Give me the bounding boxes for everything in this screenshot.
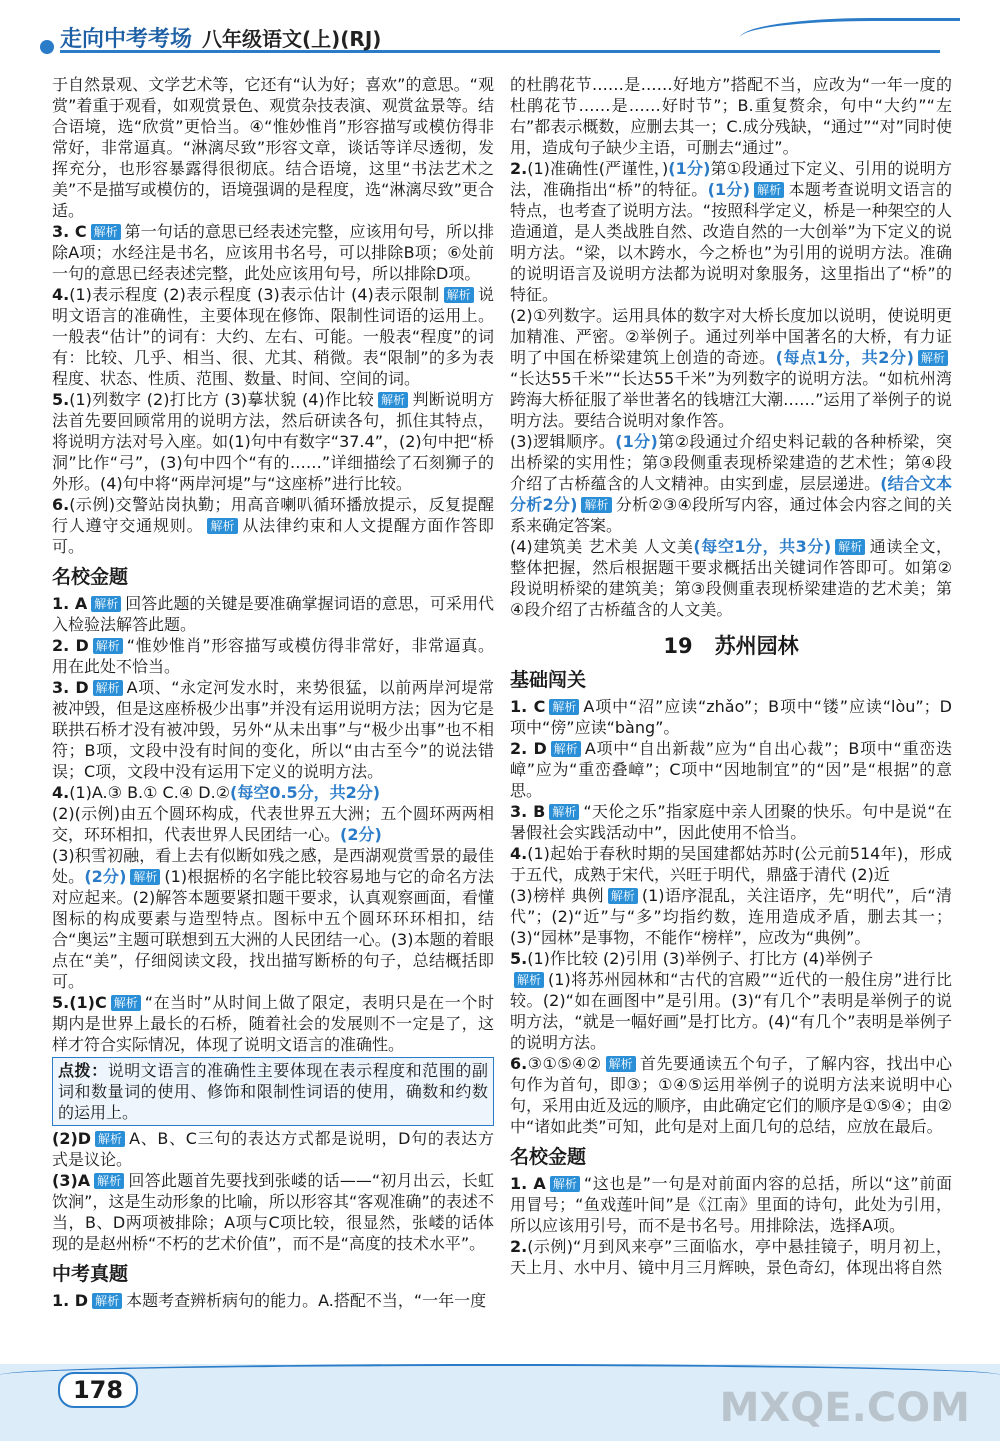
score-note: (1分) (707, 180, 751, 199)
analysis-tag: 解析 (514, 972, 544, 988)
analysis-tag: 解析 (608, 888, 638, 904)
answer-text: 回答此题首先要找到张嵝的话——“初月出云，长虹饮涧”，这是生动形象的比喻，所以形容其“客观准确”的表述不当，B、D两项被排除；A项与C项比较，很显然，张嵝的话体现的是赵州桥“不朽的艺术价值”，而不是“高度的技术水平”。 (52, 1171, 494, 1253)
answer-z1 (52, 1290, 494, 1311)
section-heading: 名校金题 (510, 1146, 587, 1168)
answer-n1 (510, 1173, 952, 1236)
answer-r2-3 (510, 431, 952, 536)
analysis-tag: 解析 (754, 182, 784, 198)
answer-text: 通读全文，整体把握，然后根据题干要求概括出关键词作答即可。如第②段说明桥梁的建筑美；第③段侧重表现桥梁建造的艺术美；第④段介绍了古桥蕴含的人文美。 (510, 537, 952, 619)
page-number: 178 (58, 1372, 138, 1408)
analysis-tag: 解析 (93, 680, 123, 696)
answer-text: “这也是”一句是对前面内容的总括，所以“这”前面用冒号；“鱼戏莲叶间”是《江南》里面的诗句，此处为引用，所以应该用引号，而不是书名号。用排除法，选择A项。 (510, 1174, 952, 1235)
answer-r2 (510, 158, 952, 305)
answer-text: (示例)“月到风来亭”三面临水，亭中悬挂镜子，明月初上，天上月、水中月、镜中月三月辉映，景色奇幻，体现出将自然 (510, 1237, 952, 1277)
answer-text: “在当时”从时间上做了限定，表明只是在一个时期内是世界上最长的石桥，随着社会的发展则不一定是了，这样才符合实际情况，体现了说明文语言的准确性。 (52, 993, 494, 1054)
answer-j2 (510, 738, 952, 801)
answer-text: (1)A.③ B.① C.④ D.② (69, 783, 230, 802)
answer-number: 1. D (52, 1291, 89, 1310)
answer-text: 判断说明方法首先要回顾常用的说明方法，然后研读各句，抓住其特点，将说明方法对号入座。如(1)句中有数字“37.4”，(2)句中把“桥洞”比作“弓”，(3)句中四个“有的……”详细描绘了石刻狮子的外形。(4)句中将“两岸河堤”与“这座桥”进行比较。 (52, 390, 494, 493)
answer-text: (1)语序混乱，关注语序，先“明代”，后“清代”；(2)“近”与“多”均指约数，连用造成矛盾，删去其一；(3)“园林”是事物，不能作“榜样”，应改为“典例”。 (510, 886, 952, 947)
answer-text: A项中“沼”应读“zhǎo”；B项中“镂”应读“lòu”；D项中“傍”应读“bàng”。 (510, 697, 952, 737)
analysis-tag: 解析 (444, 287, 474, 303)
answer-r2-2 (510, 305, 952, 431)
answer-text: 第②段通过介绍史料记载的各种桥梁，突出桥梁的实用性；第③段侧重表现桥梁建造的艺术性；第④段介绍了古桥蕴含的人文精神。由实到虚，层层递进。 (510, 432, 952, 493)
answer-text: 第①段通过下定义、引用的说明方法，准确指出“桥”的特征。 (510, 159, 952, 199)
analysis-tag: 解析 (95, 1131, 125, 1147)
tip-label: 点拨： (58, 1061, 108, 1080)
footer-wave (0, 1364, 1000, 1386)
section-heading: 中考真题 (52, 1263, 129, 1285)
answer-number: 3. B (510, 802, 546, 821)
answer-number: 3. D (52, 678, 89, 697)
chapter-name: 苏州园林 (714, 634, 799, 658)
analysis-tag: 解析 (549, 699, 579, 715)
left-column (52, 74, 494, 1364)
answer-text: 从法律约束和人文提醒方面作答即可。 (52, 516, 494, 556)
answer-number: 2. (510, 1237, 528, 1256)
answer-j5 (510, 948, 952, 969)
analysis-tag: 解析 (91, 224, 121, 240)
score-note: (每空0.5分，共2分) (230, 783, 381, 802)
chapter-number: 19 (663, 634, 693, 658)
answer-j4 (510, 843, 952, 885)
answer-m3 (52, 677, 494, 782)
analysis-tag: 解析 (92, 1293, 122, 1309)
answer-text: 分析②③④段所写内容，通过体会内容之间的关系来确定答案。 (510, 495, 952, 535)
answer-m5 (52, 992, 494, 1055)
paragraph: 的杜鹃花节……是……好地方”搭配不当，应改为“一年一度的杜鹃花节……是……好时节”；B.重复赘余，句中“大约”“左右”都表示概数，应删去其一；C.成分残缺，“通过”“对”同时使用，造成句子缺少主语，可删去“通过”。 (510, 75, 952, 157)
answer-number: 6. (510, 1054, 528, 1073)
answer-text: (1)准确性(严谨性，) (527, 159, 669, 178)
answer-number: 1. A (510, 1174, 546, 1193)
score-note: (1分) (668, 159, 711, 178)
answer-text: (1)作比较 (2)引用 (3)举例子、打比方 (4)举例子 (527, 949, 874, 968)
page-header (0, 0, 1000, 70)
answer-number: 2. (510, 159, 528, 178)
answer-text: (1)列数字 (2)打比方 (3)摹状貌 (4)作比较 (69, 390, 375, 409)
answer-text: (3)逻辑顺序。 (510, 432, 616, 451)
answer-number: 4. (510, 844, 528, 863)
answer-j6 (510, 1053, 952, 1137)
watermark: MXQE.COM (719, 1385, 970, 1431)
answer-number: 5. (52, 390, 70, 409)
answer-text: ③①⑤④② (527, 1054, 602, 1073)
score-note: (每点1分，共2分) (775, 348, 914, 367)
answer-m4-3 (52, 845, 494, 992)
answer-m4-2 (52, 803, 494, 845)
analysis-tag: 解析 (581, 497, 611, 513)
answer-number: 2. D (510, 739, 547, 758)
answer-text: (1)将苏州园林和“古代的宫殿”“近代的一般住房”进行比较。(2)“如在画图中”是引用。(3)“有几个”表明是举例子的说明方法，“就是一幅好画”是打比方。(4)“有几个”表明是举例子的说明方法。 (510, 970, 952, 1052)
answer-text: (3)积雪初融，看上去有似断如残之感，是西湖观赏雪景的最佳处。 (52, 846, 494, 886)
answer-6 (52, 494, 494, 557)
book-grade: 八年级语文(上)(RJ) (202, 27, 382, 51)
answer-m4 (52, 782, 494, 803)
answer-text: 本题考查说明文语言的特点，也考查了说明方法。“按照科学定义，桥是一种架空的人造通道，是人类战胜自然、改造自然的一大创举”为下定义的说明方法。“梁，以木跨水，今之桥也”为引用的说明方法。准确的说明语言及说明方法都为说明对象服务，这里指出了“桥”的特征。 (510, 180, 952, 304)
answer-3 (52, 221, 494, 284)
answer-text: 本题考查辨析病句的能力。A.搭配不当，“一年一度 (126, 1291, 487, 1310)
answer-text: “长达55千米”“长达55千米”为列数字的说明方法。“如杭州湾跨海大桥征服了举世著名的钱塘江大潮……”运用了举例子的说明方法。要结合说明对象作答。 (510, 369, 952, 430)
answer-text: 回答此题的关键是要准确掌握词语的意思，可采用代入检验法解答此题。 (52, 594, 494, 634)
answer-text: (3)榜样 典例 (510, 886, 604, 905)
section-heading: 基础闯关 (510, 669, 587, 691)
answer-m5-2 (52, 1128, 494, 1170)
answer-text: 首先要通读五个句子，了解内容，找出中心句作为首句，即③；①④⑤运用举例子的说明方法来说明中心句，采用由近及远的顺序，由此确定它们的顺序是①⑤④；由②中“诸如此类”可知，此句是对上面几句的总结，应放在最后。 (510, 1054, 952, 1136)
answer-text: 说明文语言的准确性，主要体现在修饰、限制性词语的运用上。一般表“估计”的词有：大约、左右、可能。一般表“程度”的词有：比较、几乎、相当、很、尤其、稍微。表“限制”的多为表程度、状态、性质、范围、数量、时间、空间的词。 (52, 285, 494, 388)
answer-j4-2 (510, 885, 952, 948)
answer-choice: (3)A (52, 1171, 91, 1190)
score-note: (每空1分，共3分) (693, 537, 832, 556)
analysis-tag: 解析 (835, 539, 865, 555)
answer-j5-2 (510, 969, 952, 1053)
analysis-tag: 解析 (91, 596, 121, 612)
paragraph: 于自然景观、文学艺术等，它还有“认为好；喜欢”的意思。“观赏”着重于观看，如观赏景色、观赏杂技表演、观赏盆景等。结合语境，选“欣赏”更恰当。④“惟妙惟肖”形容描写或模仿得非常好，非常逼真。“淋漓尽致”形容文章，谈话等详尽透彻，发挥充分，也形容暴露得很彻底。结合语境，这里“书法艺术之美”不是描写或模仿的，语境强调的是程度，选“淋漓尽致”更合适。 (52, 75, 494, 220)
answer-number: 6. (52, 495, 70, 514)
answer-text: A项、“永定河发水时，来势很猛，以前两岸河堤常被冲毁，但是这座桥极少出事”并没有运用说明方法；因为它是联拱石桥才没有被冲毁，另外“从未出事”与“极少出事”也不相符；B项，文段中没有时间的变化，所以“由古至今”的说法错误；C项，文段中没有运用下定义的说明方法。 (52, 678, 494, 781)
analysis-tag: 解析 (94, 1173, 124, 1189)
answer-number: 1. C (510, 697, 546, 716)
answer-m2 (52, 635, 494, 677)
score-note: (结合文本分析2分) (510, 474, 952, 514)
answer-number: 2. D (52, 636, 89, 655)
score-note: (2分) (84, 867, 127, 886)
answer-text: (1)表示程度 (2)表示程度 (3)表示估计 (4)表示限制 (69, 285, 440, 304)
answer-r2-4 (510, 536, 952, 620)
section-heading: 名校金题 (52, 566, 129, 588)
answer-text: A、B、C三句的表达方式都是说明，D句的表达方式是议论。 (52, 1129, 494, 1169)
analysis-tag: 解析 (93, 638, 123, 654)
analysis-tag: 解析 (918, 350, 948, 366)
analysis-tag: 解析 (207, 518, 237, 534)
answer-n2 (510, 1236, 952, 1278)
analysis-tag: 解析 (111, 995, 141, 1011)
answer-text: 第一句话的意思已经表述完整，应该用句号，所以排除A项；水经注是书名，应该用书名号，可以排除B项；⑥处前一句的意思已经表述完整，此处应该用句号，所以排除D项。 (52, 222, 494, 283)
answer-m5-3 (52, 1170, 494, 1254)
answer-number: 4. (52, 783, 70, 802)
answer-text: “惟妙惟肖”形容描写或模仿得非常好，非常逼真。用在此处不恰当。 (52, 636, 494, 676)
analysis-tag: 解析 (550, 1176, 580, 1192)
answer-j3 (510, 801, 952, 843)
analysis-tag: 解析 (378, 392, 408, 408)
answer-number: 1. A (52, 594, 88, 613)
analysis-tag: 解析 (130, 869, 160, 885)
answer-text: “天伦之乐”指家庭中亲人团聚的快乐。句中是说“在暑假社会实践活动中”，因此使用不恰当。 (510, 802, 952, 842)
answer-text: (1)根据桥的名字能比较容易地与它的命名方法对应起来。(2)解答本题要紧扣题干要求，认真观察画面，看懂图标的构成要素与造型特点。图标中五个圆环环环相扣，结合“奥运”主题可联想到五大洲的人民团结一心。(3)本题的着眼点在“美”，仔细阅读文段，找出描写断桥的句子，总结概括即可。 (52, 867, 494, 991)
analysis-tag: 解析 (549, 804, 579, 820)
answer-number: 4. (52, 285, 70, 304)
answer-text: (2)①列数字。运用具体的数字对大桥长度加以说明，使说明更加精准、严密。②举例子。通过列举中国著名的大桥，有力证明了中国在桥梁建筑上创造的奇迹。 (510, 306, 952, 367)
answer-choice: (2)D (52, 1129, 92, 1148)
tip-box (52, 1057, 494, 1126)
book-series: 走向中考考场 (60, 27, 193, 52)
answer-number: 5. (510, 949, 528, 968)
tip-text: 说明文语言的准确性主要体现在表示程度和范围的副词和数量词的使用、修饰和限制性词语的使用，确数和约数的运用上。 (58, 1061, 488, 1122)
right-column (510, 74, 952, 1364)
answer-text: (1)起始于春秋时期的吴国建都姑苏时(公元前514年)，形成于五代，成熟于宋代，兴旺于明代，鼎盛于清代 (2)近 (510, 844, 952, 884)
book-title (60, 22, 381, 53)
answer-number: 3. C (52, 222, 87, 241)
analysis-tag: 解析 (551, 741, 581, 757)
answer-4 (52, 284, 494, 389)
score-note: (1分) (615, 432, 658, 451)
analysis-tag: 解析 (606, 1056, 636, 1072)
answer-text: (2)(示例)由五个圆环构成，代表世界五大洲；五个圆环两两相交，环环相扣，代表世界人民团结一心。 (52, 804, 494, 844)
answer-choice: (1)C (69, 993, 107, 1012)
answer-m1 (52, 593, 494, 635)
chapter-title (510, 632, 952, 660)
answer-text: (4)建筑美 艺术美 人文美 (510, 537, 694, 556)
answer-text: (示例)交警站岗执勤；用高音喇叭循环播放提示，反复提醒行人遵守交通规则。 (52, 495, 494, 535)
answer-j1 (510, 696, 952, 738)
answer-text: A项中“自出新裁”应为“自出心裁”；B项中“重峦迭嶂”应为“重峦叠嶂”；C项中“因地制宜”的“因”是“根据”的意思。 (510, 739, 952, 800)
score-note: (2分) (340, 825, 382, 844)
answer-number: 5. (52, 993, 70, 1012)
answer-5 (52, 389, 494, 494)
header-dot-icon (40, 40, 54, 54)
